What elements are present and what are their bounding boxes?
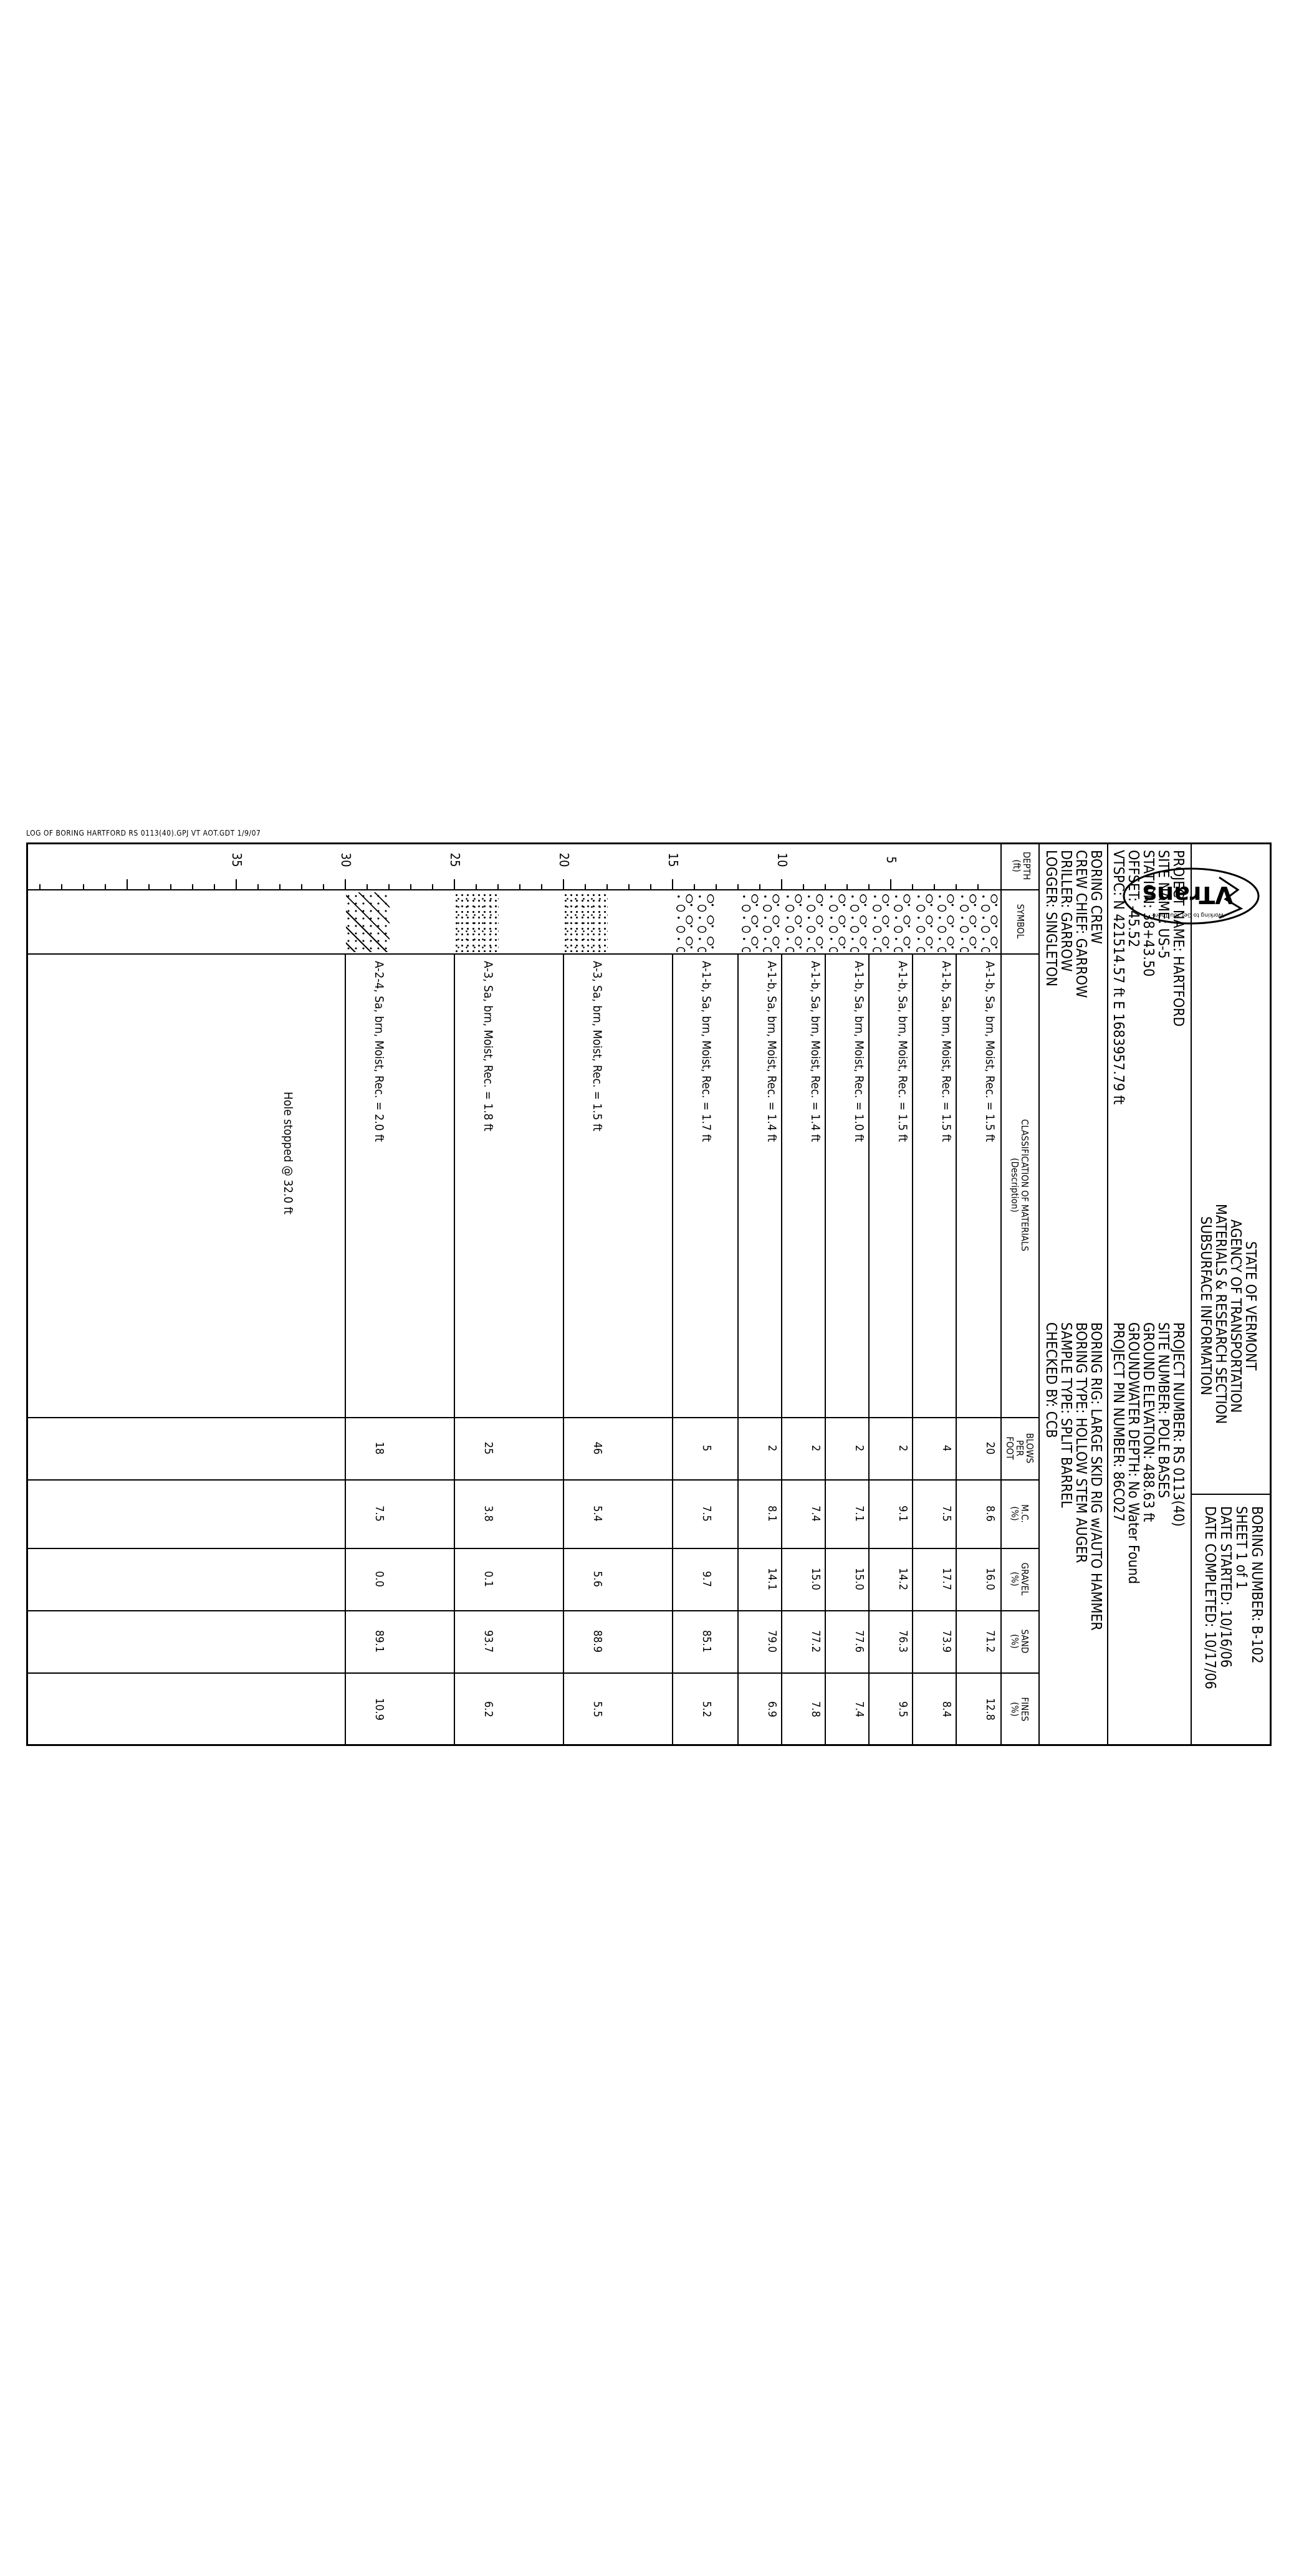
end-note: Hole stopped @ 32.0 ft xyxy=(281,1092,295,1214)
cell-mc: 8.6 xyxy=(984,1505,997,1522)
depth-tick xyxy=(497,884,499,889)
crew-chief: CREW CHIEF: GARROW xyxy=(1073,850,1089,998)
sample-bottom-rule xyxy=(563,953,564,1746)
sample-description: A-1-b, Sa, brn, Moist, Rec. = 1.4 ft xyxy=(808,961,822,1142)
depth-tick xyxy=(61,884,62,889)
svg-text:VTrans: VTrans xyxy=(1143,881,1234,909)
cell-blows: 4 xyxy=(940,1444,953,1452)
sample-bottom-rule xyxy=(956,953,957,1746)
depth-tick xyxy=(694,884,695,889)
depth-tick xyxy=(737,884,739,889)
cell-mc: 7.5 xyxy=(373,1505,386,1522)
depth-tick xyxy=(279,884,280,889)
depth-tick xyxy=(868,884,870,889)
cell-blows: 2 xyxy=(765,1444,779,1452)
boring-crew: BORING CREW xyxy=(1088,850,1104,944)
soil-symbol xyxy=(782,892,826,952)
cell-fines: 10.9 xyxy=(373,1697,386,1721)
depth-tick xyxy=(39,884,41,889)
cell-mc: 5.4 xyxy=(591,1505,604,1522)
depth-tick xyxy=(803,884,804,889)
col-line-desc xyxy=(26,1417,1040,1418)
cell-mc: 7.5 xyxy=(700,1505,713,1522)
depth-tick xyxy=(650,884,651,889)
col-mc: M.C. (%) xyxy=(1009,1504,1030,1523)
agency-line-1: STATE OF VERMONT xyxy=(1242,1241,1258,1371)
depth-label: 20 xyxy=(557,852,572,867)
soil-symbol xyxy=(455,892,499,952)
depth-tick xyxy=(476,884,477,889)
col-line-gravel xyxy=(26,1610,1040,1611)
boring-number: BORING NUMBER: B-102 xyxy=(1249,1506,1265,1664)
soil-symbol xyxy=(957,892,1000,952)
cell-gravel: 0.0 xyxy=(373,1571,386,1587)
cell-mc: 8.1 xyxy=(765,1505,779,1522)
depth-label: 15 xyxy=(666,852,681,867)
date-started: DATE STARTED: 10/16/06 xyxy=(1217,1506,1234,1668)
sample-bottom-rule xyxy=(825,953,826,1746)
cell-sand: 93.7 xyxy=(482,1629,495,1653)
cell-fines: 6.9 xyxy=(765,1701,779,1717)
sample-bottom-rule xyxy=(912,953,913,1746)
cell-gravel: 17.7 xyxy=(940,1567,953,1591)
date-completed: DATE COMPLETED: 10/17/06 xyxy=(1202,1506,1218,1689)
project-name: PROJECT NAME: HARTFORD xyxy=(1170,850,1186,1027)
depth-tick xyxy=(628,884,630,889)
project-number: PROJECT NUMBER: RS 0113(40) xyxy=(1170,1322,1186,1527)
depth-label: 35 xyxy=(229,852,244,867)
cell-blows: 18 xyxy=(373,1441,386,1455)
cell-mc: 7.5 xyxy=(940,1505,953,1522)
cell-blows: 2 xyxy=(809,1444,822,1452)
cell-sand: 88.9 xyxy=(591,1629,604,1653)
cell-fines: 8.4 xyxy=(940,1701,953,1717)
cell-sand: 71.2 xyxy=(984,1629,997,1653)
depth-tick xyxy=(716,884,717,889)
depth-tick xyxy=(148,884,150,889)
col-symbol: SYMBOL xyxy=(1015,904,1026,939)
depth-tick xyxy=(585,884,586,889)
cell-blows: 5 xyxy=(700,1444,713,1452)
depth-tick xyxy=(563,879,564,889)
cell-fines: 7.4 xyxy=(853,1701,866,1717)
cell-gravel: 15.0 xyxy=(809,1567,822,1591)
cell-gravel: 14.1 xyxy=(765,1567,779,1591)
header-rule-2 xyxy=(1107,842,1108,1746)
cell-mc: 7.4 xyxy=(809,1505,822,1522)
cell-blows: 20 xyxy=(984,1441,997,1455)
col-fines: FINES (%) xyxy=(1009,1697,1030,1722)
sample-description: A-1-b, Sa, brn, Moist, Rec. = 1.5 ft xyxy=(939,961,953,1142)
depth-tick xyxy=(127,879,128,889)
header-rule-1 xyxy=(1191,842,1192,1746)
header-divider xyxy=(1192,1494,1272,1495)
sample-bottom-rule xyxy=(672,953,673,1746)
soil-symbol xyxy=(826,892,870,952)
cell-blows: 46 xyxy=(591,1441,604,1455)
cell-mc: 7.1 xyxy=(853,1505,866,1522)
cell-gravel: 16.0 xyxy=(984,1567,997,1591)
soil-symbol xyxy=(870,892,913,952)
col-sand: SAND (%) xyxy=(1009,1629,1030,1654)
logger: LOGGER: SINGLETON xyxy=(1043,850,1059,987)
depth-tick xyxy=(519,884,520,889)
sample-description: A-1-b, Sa, brn, Moist, Rec. = 1.5 ft xyxy=(896,961,909,1142)
sample-bottom-rule xyxy=(868,953,870,1746)
col-line-sand xyxy=(26,1672,1040,1674)
cell-fines: 6.2 xyxy=(482,1701,495,1717)
depth-tick xyxy=(192,884,193,889)
col-line-symbol xyxy=(26,953,1040,955)
depth-tick xyxy=(781,879,782,889)
depth-label: 30 xyxy=(338,852,353,867)
cell-blows: 25 xyxy=(482,1441,495,1455)
project-pin: PROJECT PIN NUMBER: 86C027 xyxy=(1110,1322,1126,1522)
vtspc: VTSPC: N 421514.57 ft E 1683957.79 ft xyxy=(1110,850,1126,1105)
depth-tick xyxy=(977,884,979,889)
depth-tick xyxy=(214,884,215,889)
cell-sand: 79.0 xyxy=(765,1629,779,1653)
cell-fines: 12.8 xyxy=(984,1697,997,1721)
sample-bottom-rule xyxy=(781,953,782,1746)
groundwater-depth: GROUNDWATER DEPTH: No Water Found xyxy=(1125,1322,1141,1585)
agency-line-2: AGENCY OF TRANSPORTATION xyxy=(1227,1219,1244,1413)
depth-tick xyxy=(454,879,455,889)
offset: OFFSET: -45.52 xyxy=(1125,850,1141,948)
col-blows: BLOWS PER FOOT xyxy=(1004,1433,1035,1464)
sample-description: A-1-b, Sa, brn, Moist, Rec. = 1.7 ft xyxy=(699,961,713,1142)
col-gravel: GRAVEL (%) xyxy=(1009,1562,1030,1596)
cell-gravel: 14.2 xyxy=(896,1567,909,1591)
sample-bottom-rule xyxy=(737,953,739,1746)
depth-label: 10 xyxy=(775,852,790,867)
depth-tick xyxy=(432,884,433,889)
station: STATION: 38+43.50 xyxy=(1140,850,1156,977)
boring-type: BORING TYPE: HOLLOW STEM AUGER xyxy=(1073,1322,1089,1563)
cell-mc: 9.1 xyxy=(896,1505,909,1522)
depth-tick xyxy=(541,884,542,889)
depth-tick xyxy=(301,884,302,889)
soil-symbol xyxy=(673,892,717,952)
sample-description: A-1-b, Sa, brn, Moist, Rec. = 1.5 ft xyxy=(983,961,997,1142)
cell-sand: 76.3 xyxy=(896,1629,909,1653)
depth-label: 25 xyxy=(448,852,463,867)
cell-sand: 89.1 xyxy=(373,1629,386,1653)
soil-symbol xyxy=(346,892,390,952)
depth-tick xyxy=(236,879,237,889)
depth-tick xyxy=(323,884,324,889)
cell-gravel: 15.0 xyxy=(853,1567,866,1591)
cell-sand: 85.1 xyxy=(700,1629,713,1653)
depth-tick xyxy=(105,884,106,889)
cell-gravel: 0.1 xyxy=(482,1571,495,1587)
boring-rig: BORING RIG: LARGE SKID RIG w/AUTO HAMMER xyxy=(1088,1322,1104,1631)
depth-tick xyxy=(388,884,390,889)
sample-description: A-3, Sa, brn, Moist, Rec. = 1.5 ft xyxy=(590,961,604,1132)
depth-tick xyxy=(257,884,259,889)
driller: DRILLER: GARROW xyxy=(1058,850,1074,972)
col-line-mc xyxy=(26,1548,1040,1549)
sample-bottom-rule xyxy=(454,953,455,1746)
depth-tick xyxy=(846,884,848,889)
sample-description: A-1-b, Sa, brn, Moist, Rec. = 1.4 ft xyxy=(765,961,779,1142)
sample-type: SAMPLE TYPE: SPLIT BARREL xyxy=(1058,1322,1074,1508)
col-classification: CLASSIFICATION OF MATERIALS (Description) xyxy=(1009,1119,1030,1251)
depth-tick xyxy=(890,879,891,889)
svg-text:Working to Get You There: Working to Get You There xyxy=(1152,912,1224,918)
agency-line-3: MATERIALS & RESEARCH SECTION xyxy=(1212,1204,1229,1424)
col-line-blows xyxy=(26,1479,1040,1481)
cell-fines: 5.5 xyxy=(591,1701,604,1717)
depth-tick xyxy=(912,884,913,889)
sample-bottom-rule xyxy=(345,953,346,1746)
sheet-number: SHEET 1 of 1 xyxy=(1233,1506,1249,1590)
depth-tick xyxy=(606,884,608,889)
checked-by: CHECKED BY: CCB xyxy=(1043,1322,1059,1438)
col-line-depth xyxy=(26,889,1040,890)
cell-sand: 77.6 xyxy=(853,1629,866,1653)
cell-sand: 77.2 xyxy=(809,1629,822,1653)
sample-description: A-3, Sa, brn, Moist, Rec. = 1.8 ft xyxy=(481,961,495,1132)
depth-tick xyxy=(345,879,346,889)
depth-tick xyxy=(170,884,171,889)
cell-blows: 2 xyxy=(853,1444,866,1452)
site-name: SITE NAME: US-5 xyxy=(1155,850,1171,959)
soil-symbol xyxy=(913,892,957,952)
depth-tick xyxy=(410,884,411,889)
depth-tick xyxy=(759,884,760,889)
depth-tick xyxy=(367,884,368,889)
cell-sand: 73.9 xyxy=(940,1629,953,1653)
cell-mc: 3.8 xyxy=(482,1505,495,1522)
col-depth: DEPTH (ft) xyxy=(1011,851,1032,880)
cell-gravel: 5.6 xyxy=(591,1571,604,1587)
sample-description: A-1-b, Sa, brn, Moist, Rec. = 1.0 ft xyxy=(852,961,866,1142)
soil-symbol xyxy=(739,892,782,952)
depth-label: 5 xyxy=(884,856,899,864)
cell-blows: 2 xyxy=(896,1444,909,1452)
depth-tick xyxy=(83,884,84,889)
boring-log-sheet xyxy=(25,842,1272,1746)
agency-line-4: SUBSURFACE INFORMATION xyxy=(1197,1216,1214,1396)
depth-tick xyxy=(672,879,673,889)
depth-tick xyxy=(956,884,957,889)
cell-gravel: 9.7 xyxy=(700,1571,713,1587)
depth-tick xyxy=(825,884,826,889)
ground-elevation: GROUND ELEVATION: 488.63 ft xyxy=(1140,1322,1156,1522)
cell-fines: 9.5 xyxy=(896,1701,909,1717)
cell-fines: 5.2 xyxy=(700,1701,713,1717)
sample-description: A-2-4, Sa, brn, Moist, Rec. = 2.0 ft xyxy=(372,961,386,1142)
soil-symbol xyxy=(564,892,608,952)
footer-title: LOG OF BORING HARTFORD RS 0113(40).GPJ VT AOT.GDT 1/9/07 xyxy=(26,829,261,837)
cell-fines: 7.8 xyxy=(809,1701,822,1717)
site-number: SITE NUMBER: POLE BASES xyxy=(1155,1322,1171,1499)
depth-tick xyxy=(934,884,935,889)
